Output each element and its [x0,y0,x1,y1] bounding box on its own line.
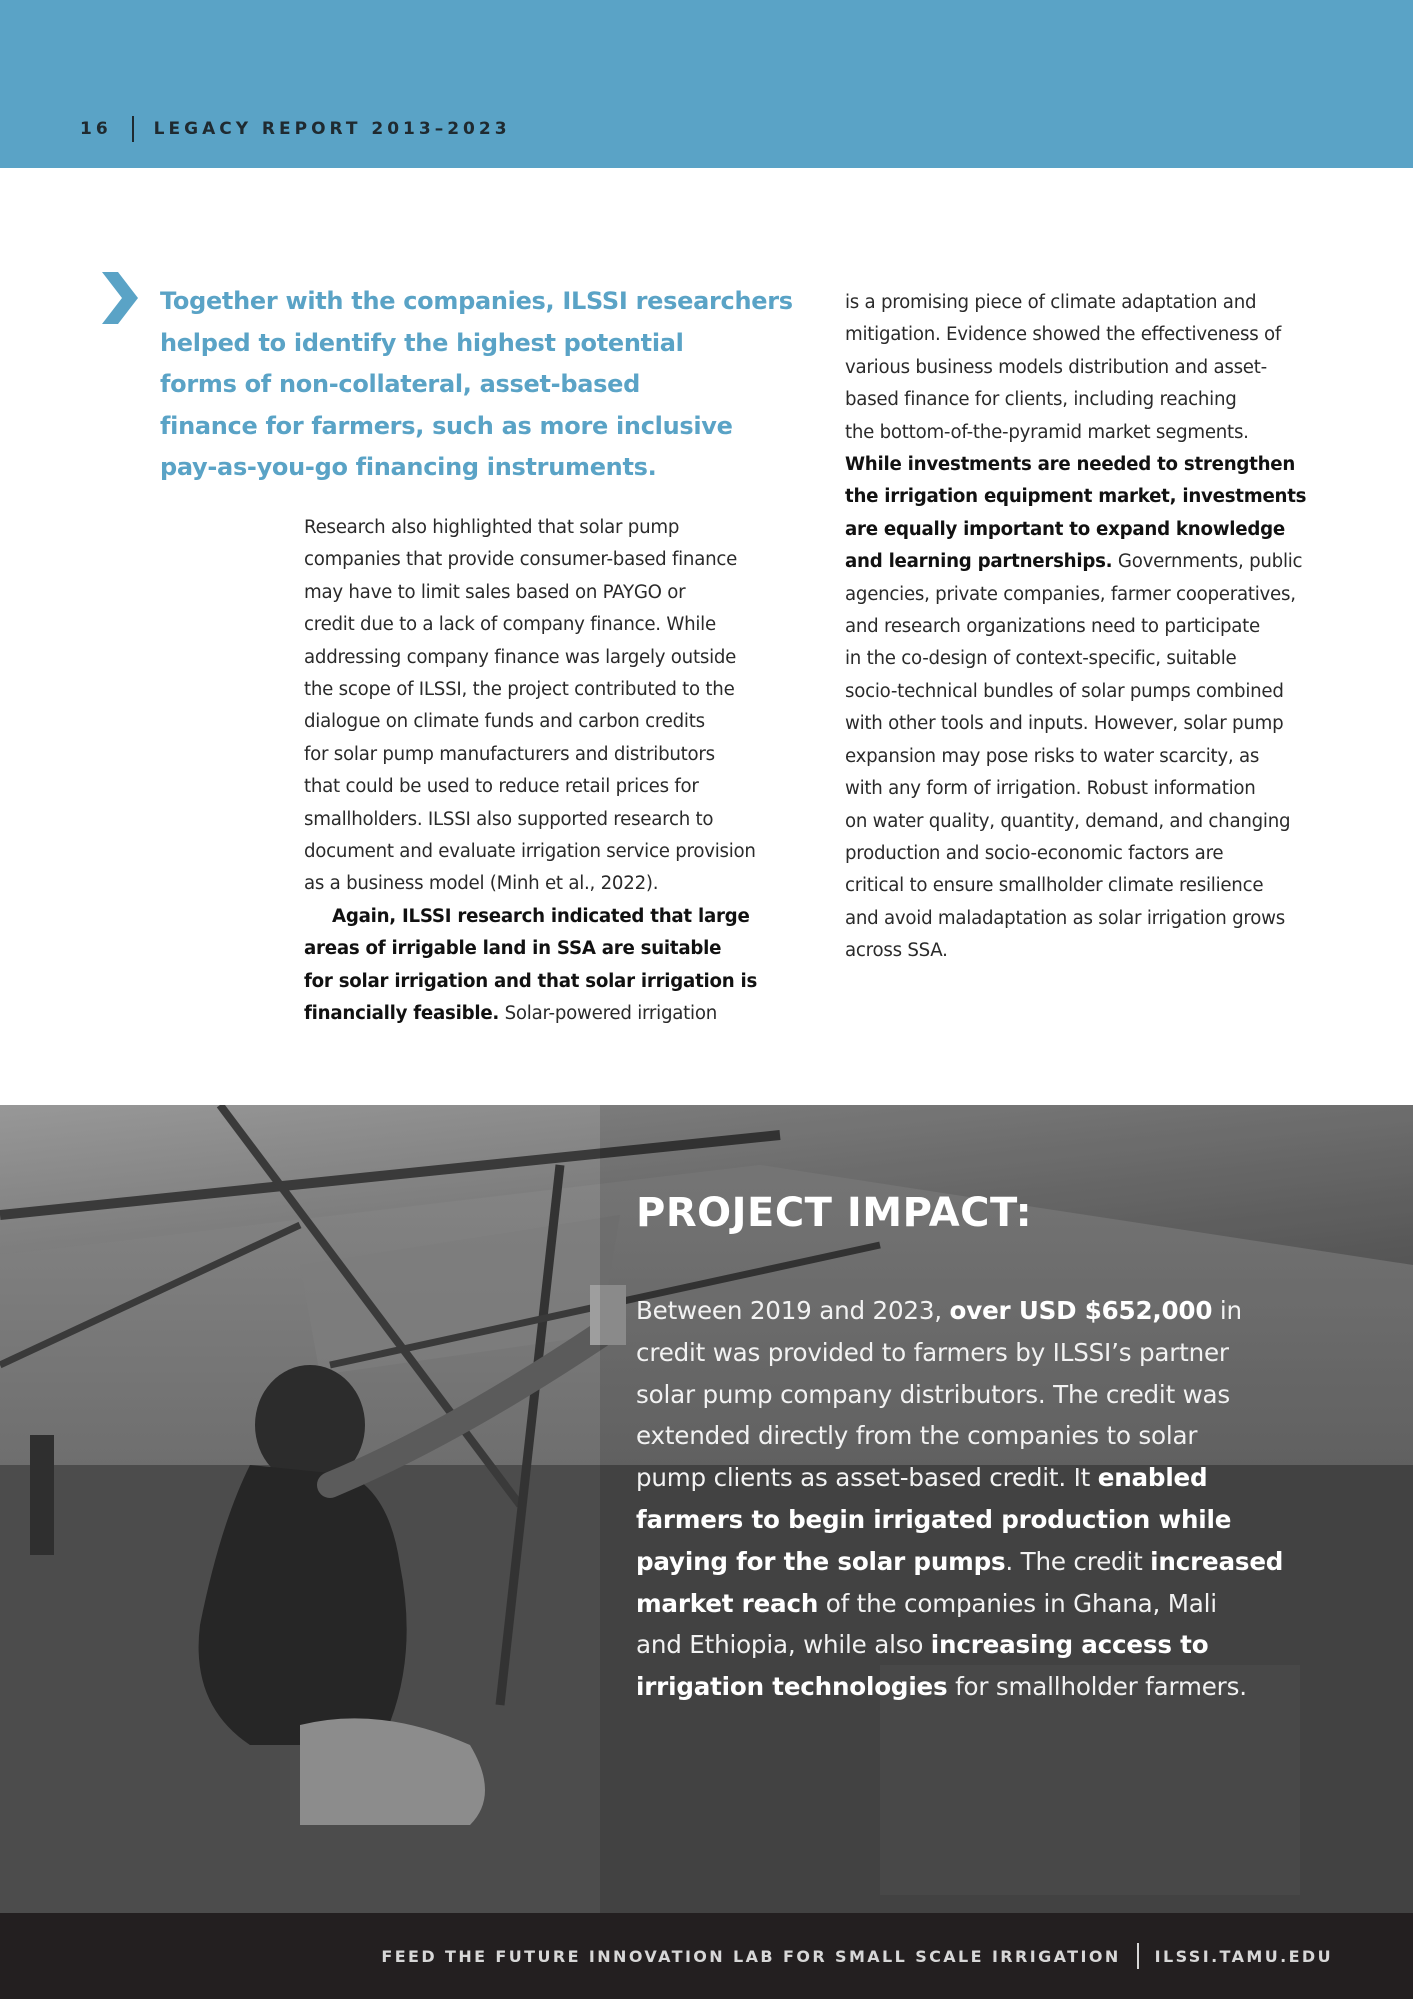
body-line: as a business model (Minh et al., 2022). [304,873,659,895]
pull-quote-line: forms of non-collateral, asset-based [160,370,640,398]
body-text: Governments, public [1112,551,1303,573]
bold-text: financially feasible. [304,1003,500,1025]
pull-quote-line: pay-as-you-go financing instruments. [160,453,657,481]
impact-text: . The credit [1005,1546,1151,1576]
body-line-mixed [845,546,1345,578]
impact-text: pump clients as asset-based credit. It [636,1463,1098,1493]
body-column-left [304,512,804,1031]
footer-org: FEED THE FUTURE INNOVATION LAB FOR SMALL SCALE IRRIGATION [381,1946,1121,1966]
impact-text: and Ethiopia, while also [636,1630,931,1660]
body-line: critical to ensure smallholder climate resilience [845,875,1264,897]
body-line: mitigation. Evidence showed the effectiveness of [845,324,1282,346]
impact-text: in [1212,1296,1242,1325]
bold-text: the irrigation equipment market, investments [845,486,1307,508]
pull-quote-line: helped to identify the highest potential [160,328,684,357]
body-line: on water quality, quantity, demand, and changing [845,810,1291,832]
bold-text: are equally important to expand knowledge [845,518,1285,540]
project-impact-title: PROJECT IMPACT: [636,1190,1033,1236]
impact-line: credit was provided to farmers by ILSSI’s partner [636,1337,1229,1367]
body-line: with other tools and inputs. However, solar pump [845,713,1284,735]
impact-bold: enabled [1097,1463,1208,1493]
pull-quote-line: Together with the companies, ILSSI researchers [160,287,793,315]
body-line: in the co-design of context-specific, suitable [845,648,1237,670]
bold-text: areas of irrigable land in SSA are suitable [304,938,722,960]
body-line: socio-technical bundles of solar pumps combined [845,680,1284,702]
impact-bold: market reach [636,1588,819,1618]
pull-quote-line: finance for farmers, such as more inclusive [160,411,733,440]
impact-bold: increasing access to [930,1630,1209,1660]
body-line: credit due to a lack of company finance. While [304,614,716,636]
impact-bold: increased [1150,1546,1284,1576]
body-line: document and evaluate irrigation service provision [304,841,756,863]
body-line-bold [845,514,1345,546]
body-line: production and socio-economic factors are [845,842,1224,864]
pull-quote [160,281,800,489]
project-impact-body [636,1290,1336,1708]
body-line: the scope of ILSSI, the project contributed to the [304,679,735,701]
body-line: dialogue on climate funds and carbon credits [304,711,705,733]
header-divider [132,116,134,142]
impact-text: Between 2019 and 2023, [636,1296,950,1325]
body-line: with any form of irrigation. Robust information [845,778,1256,800]
impact-bold: farmers to begin irrigated production while [636,1504,1232,1534]
impact-line [636,1290,1336,1332]
impact-line [636,1541,1336,1583]
body-line-bold [304,901,804,933]
body-line-bold [304,966,804,998]
bold-text: and learning partnerships. [845,551,1113,573]
body-line: Research also highlighted that solar pump [304,517,680,538]
body-line: may have to limit sales based on PAYGO or [304,581,686,603]
body-line: across SSA. [845,940,948,962]
body-text: Solar-powered irrigation [499,1003,717,1025]
body-line: expansion may pose risks to water scarcity, as [845,745,1260,767]
body-line: based finance for clients, including reaching [845,389,1237,411]
footer [381,1942,1333,1970]
body-line-bold [845,449,1345,481]
chevron-right-icon [100,272,140,324]
running-header [80,115,511,143]
impact-text: for smallholder farmers. [947,1672,1247,1702]
bold-text: While investments are needed to strengthen [845,454,1296,476]
body-line: for solar pump manufacturers and distributors [304,743,715,765]
body-line: that could be used to reduce retail prices for [304,776,699,798]
footer-url: ILSSI.TAMU.EDU [1154,1946,1333,1966]
body-line: smallholders. ILSSI also supported research to [304,808,714,830]
body-line: is a promising piece of climate adaptation and [845,292,1257,313]
body-line-bold [845,481,1345,513]
report-title: LEGACY REPORT 2013–2023 [153,119,511,139]
bold-text: for solar irrigation and that solar irrigation is [304,970,758,992]
impact-line: extended directly from the companies to solar [636,1421,1198,1451]
footer-divider [1137,1943,1139,1969]
body-line: companies that provide consumer-based finance [304,549,738,571]
body-line: addressing company finance was largely outside [304,646,737,668]
bold-text: Again, ILSSI research indicated that large [332,905,750,927]
body-column-right [845,287,1345,968]
impact-bold: over USD $652,000 [949,1296,1213,1325]
body-line: agencies, private companies, farmer cooperatives, [845,583,1296,605]
body-line: and avoid maladaptation as solar irrigation grows [845,907,1285,929]
page-number: 16 [80,119,112,139]
body-line-mixed [304,998,804,1030]
impact-line [636,1624,1336,1666]
impact-line [636,1457,1336,1499]
body-line: the bottom-of-the-pyramid market segments. [845,421,1249,443]
impact-line: solar pump company distributors. The credit was [636,1379,1231,1409]
impact-bold: paying for the solar pumps [636,1546,1006,1576]
impact-text: of the companies in Ghana, Mali [818,1588,1217,1618]
impact-line [636,1499,1336,1541]
body-line: and research organizations need to participate [845,616,1260,638]
body-line-bold [304,933,804,965]
impact-line [636,1666,1336,1708]
body-line: various business models distribution and asset- [845,356,1267,378]
impact-line [636,1583,1336,1625]
impact-bold: irrigation technologies [636,1672,948,1702]
